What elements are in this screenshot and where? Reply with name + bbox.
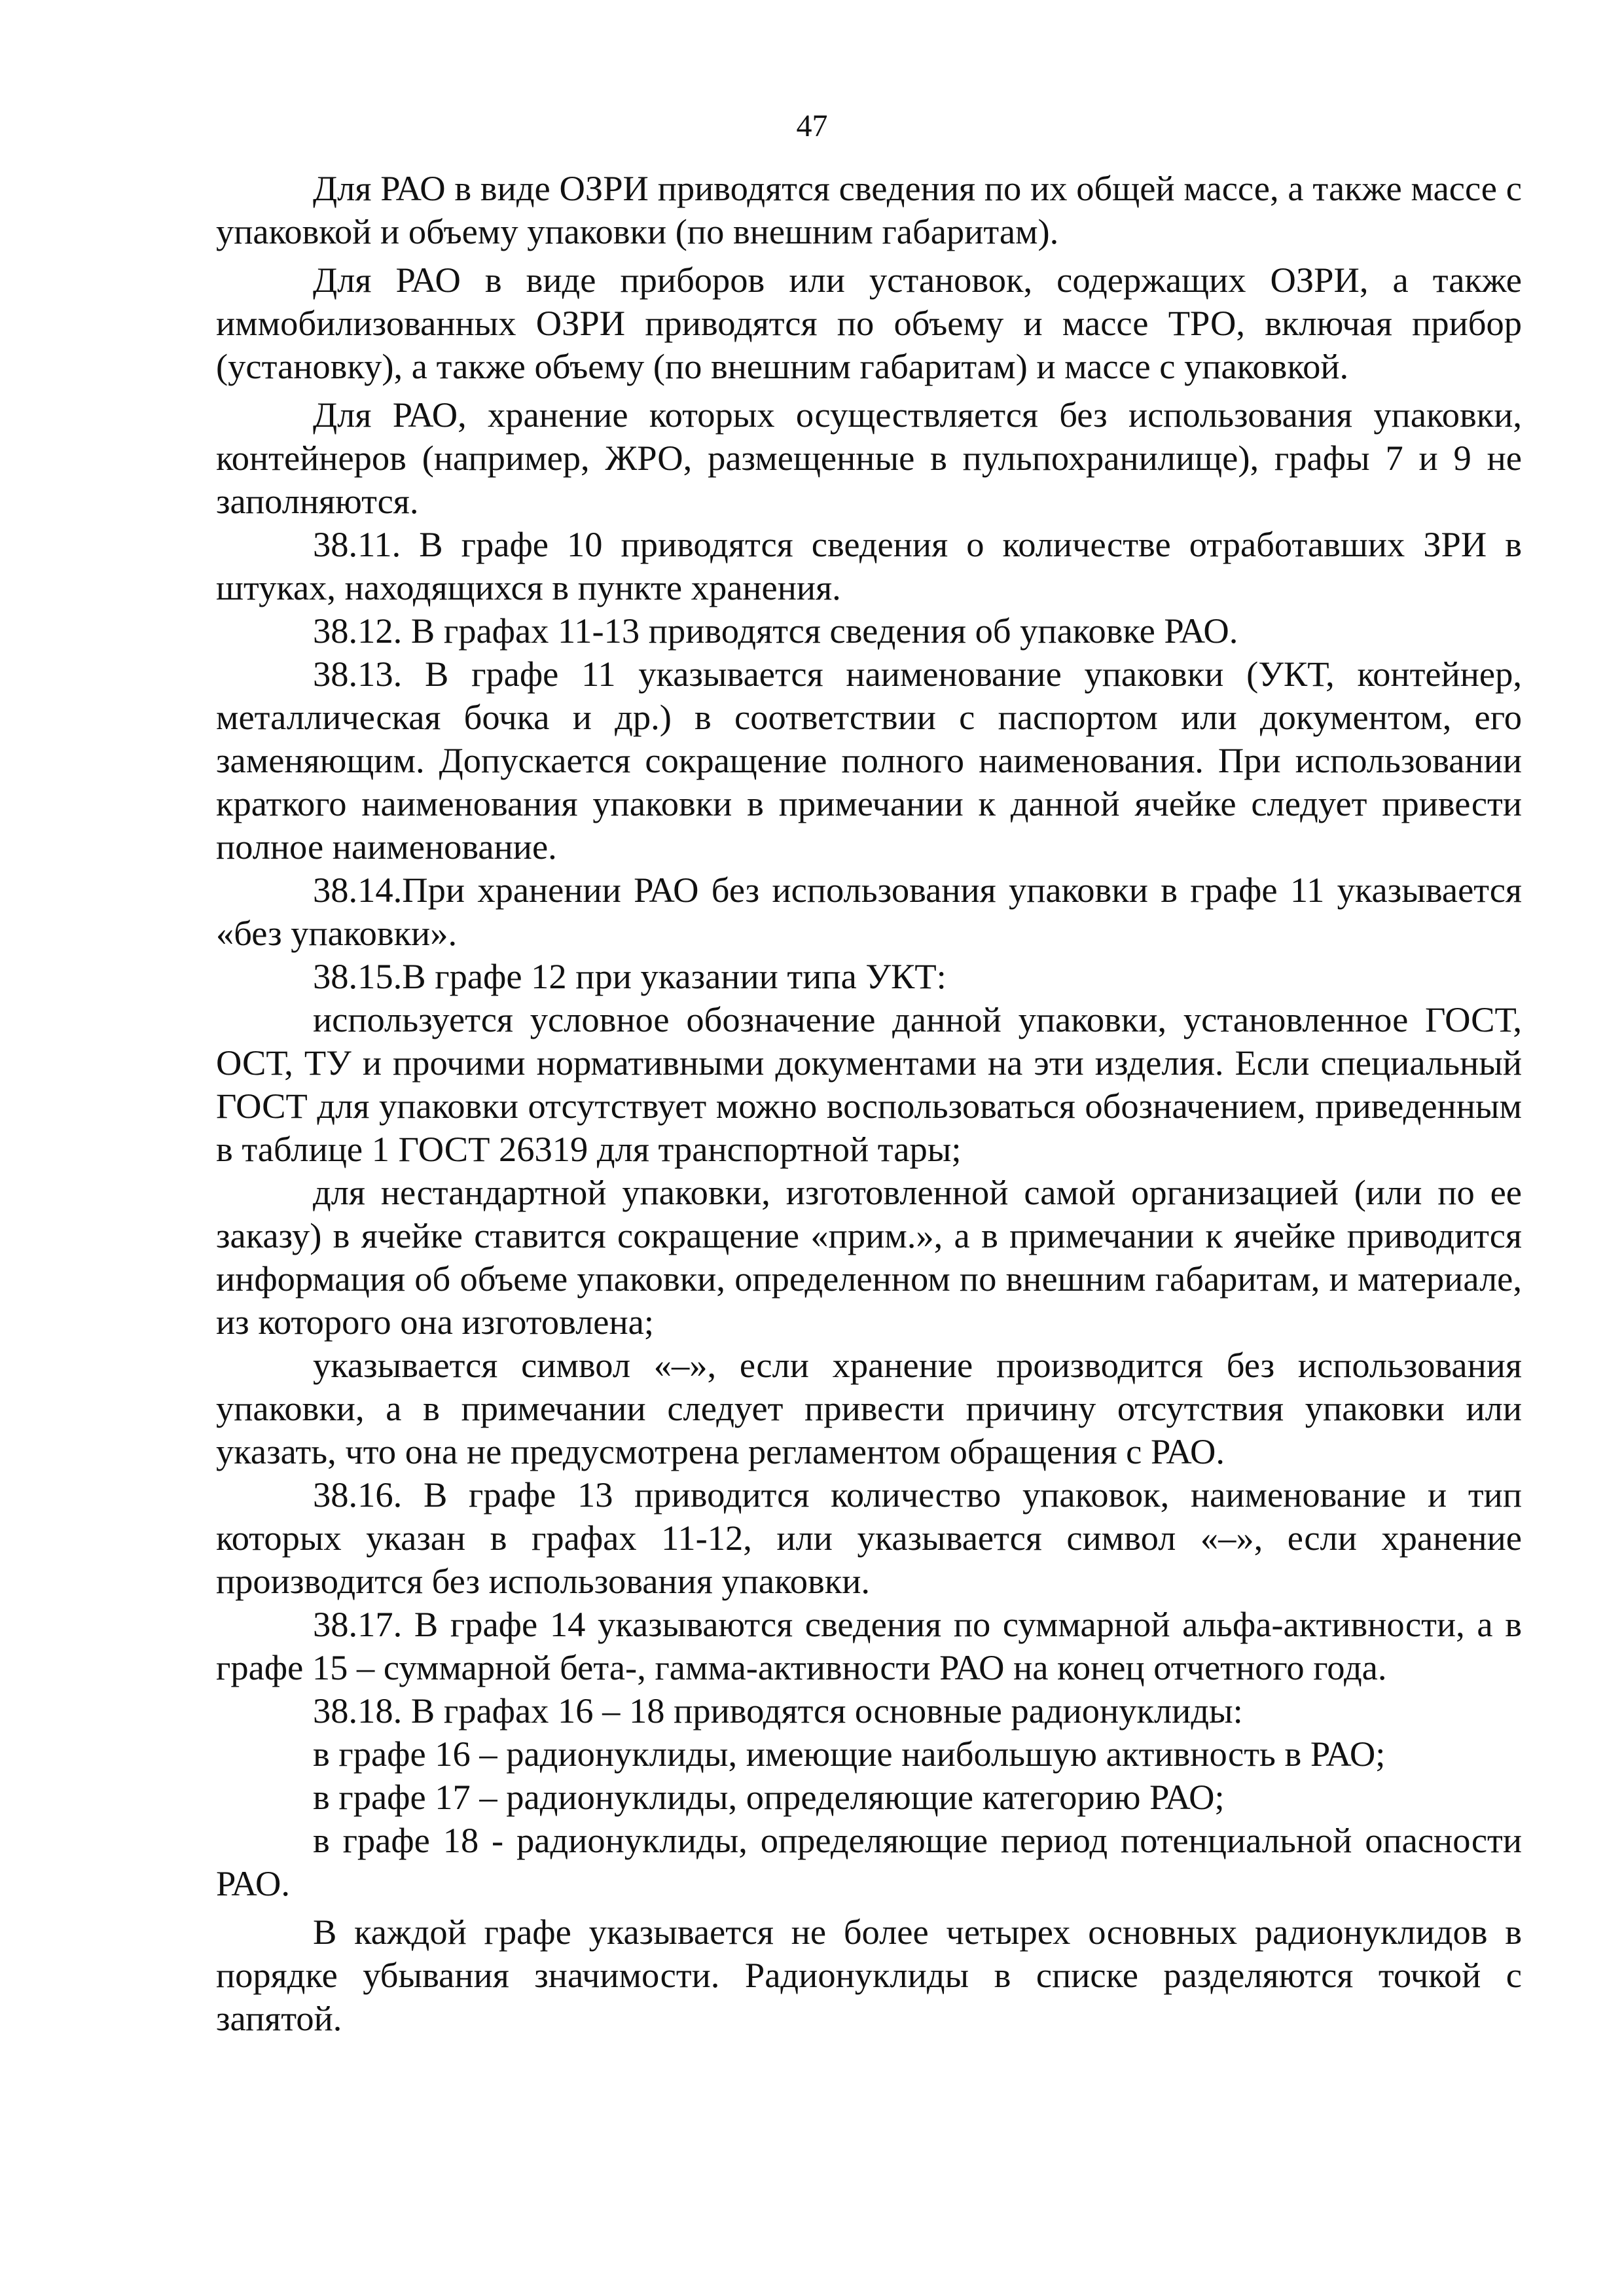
paragraph-column-18: в графе 18 - радионуклиды, определяющие период потенциальной опасности РАО. (216, 1820, 1522, 1903)
paragraph-38-18: 38.18. В графах 16 – 18 приводятся основные радионуклиды: (313, 1691, 1243, 1731)
paragraph-38-16: 38.16. В графе 13 приводится количество упаковок, наименование и тип которых указан в графах 11-12, или указывается символ «–», если хранение производится без использования упаковки. (216, 1475, 1522, 1601)
paragraph-38-15-nonstandard: для нестандартной упаковки, изготовленной самой организацией (или по ее заказу) в ячейке ставится сокращение «прим.», а в примечании к ячейке приводится информация об объеме упаковки, определенном по внешним габаритам, и материале, из которого она изготовлена; (216, 1172, 1522, 1342)
page-number: 47 (796, 109, 828, 143)
paragraph-38-13: 38.13. В графе 11 указывается наименование упаковки (УКТ, контейнер, металлическая бочка и др.) в соответствии с паспортом или документом, его заменяющим. Допускается сокращение полного наименования. При использовании краткого наименования упаковки в примечании к данной ячейке следует привести полное наименование. (216, 654, 1522, 867)
paragraph-ozri-mass: Для РАО в виде ОЗРИ приводятся сведения по их общей массе, а также массе с упаковкой и объему упаковки (по внешним габаритам). (216, 168, 1522, 251)
paragraph-radionuclide-list: В каждой графе указывается не более четырех основных радионуклидов в порядке убывания значимости. Радионуклиды в списке разделяются точкой с запятой. (216, 1912, 1522, 2038)
paragraph-column-16: в графе 16 – радионуклиды, имеющие наибольшую активность в РАО; (313, 1734, 1386, 1774)
paragraph-column-17: в графе 17 – радионуклиды, определяющие категорию РАО; (313, 1777, 1225, 1817)
paragraph-38-11: 38.11. В графе 10 приводятся сведения о количестве отработавших ЗРИ в штуках, находящихся в пункте хранения. (216, 524, 1522, 607)
paragraph-38-15: 38.15.В графе 12 при указании типа УКТ: (313, 956, 947, 996)
paragraph-38-12: 38.12. В графах 11-13 приводятся сведения об упаковке РАО. (313, 611, 1238, 651)
paragraph-38-15-standard: используется условное обозначение данной упаковки, установленное ГОСТ, ОСТ, ТУ и прочими нормативными документами на эти изделия. Если специальный ГОСТ для упаковки отсутствует можно воспользоваться обозначением, приведенным в таблице 1 ГОСТ 26319 для транспортной тары; (216, 999, 1522, 1169)
paragraph-no-packaging-storage: Для РАО, хранение которых осуществляется без использования упаковки, контейнеров (например, ЖРО, размещенные в пульпохранилище), графы 7 и 9 не заполняются. (216, 395, 1522, 521)
paragraph-38-15-symbol: указывается символ «–», если хранение производится без использования упаковки, а в примечании следует привести причину отсутствия упаковки или указать, что она не предусмотрена регламентом обращения с РАО. (216, 1345, 1522, 1471)
paragraph-38-14: 38.14.При хранении РАО без использования упаковки в графе 11 указывается «без упаковки». (216, 870, 1522, 953)
document-body (216, 167, 1522, 2040)
paragraph-38-17: 38.17. В графе 14 указываются сведения по суммарной альфа-активности, а в графе 15 – суммарной бета-, гамма-активности РАО на конец отчетного года. (216, 1604, 1522, 1687)
paragraph-devices-ozri: Для РАО в виде приборов или установок, содержащих ОЗРИ, а также иммобилизованных ОЗРИ приводятся по объему и массе ТРО, включая прибор (установку), а также объему (по внешним габаритам) и массе с упаковкой. (216, 260, 1522, 386)
